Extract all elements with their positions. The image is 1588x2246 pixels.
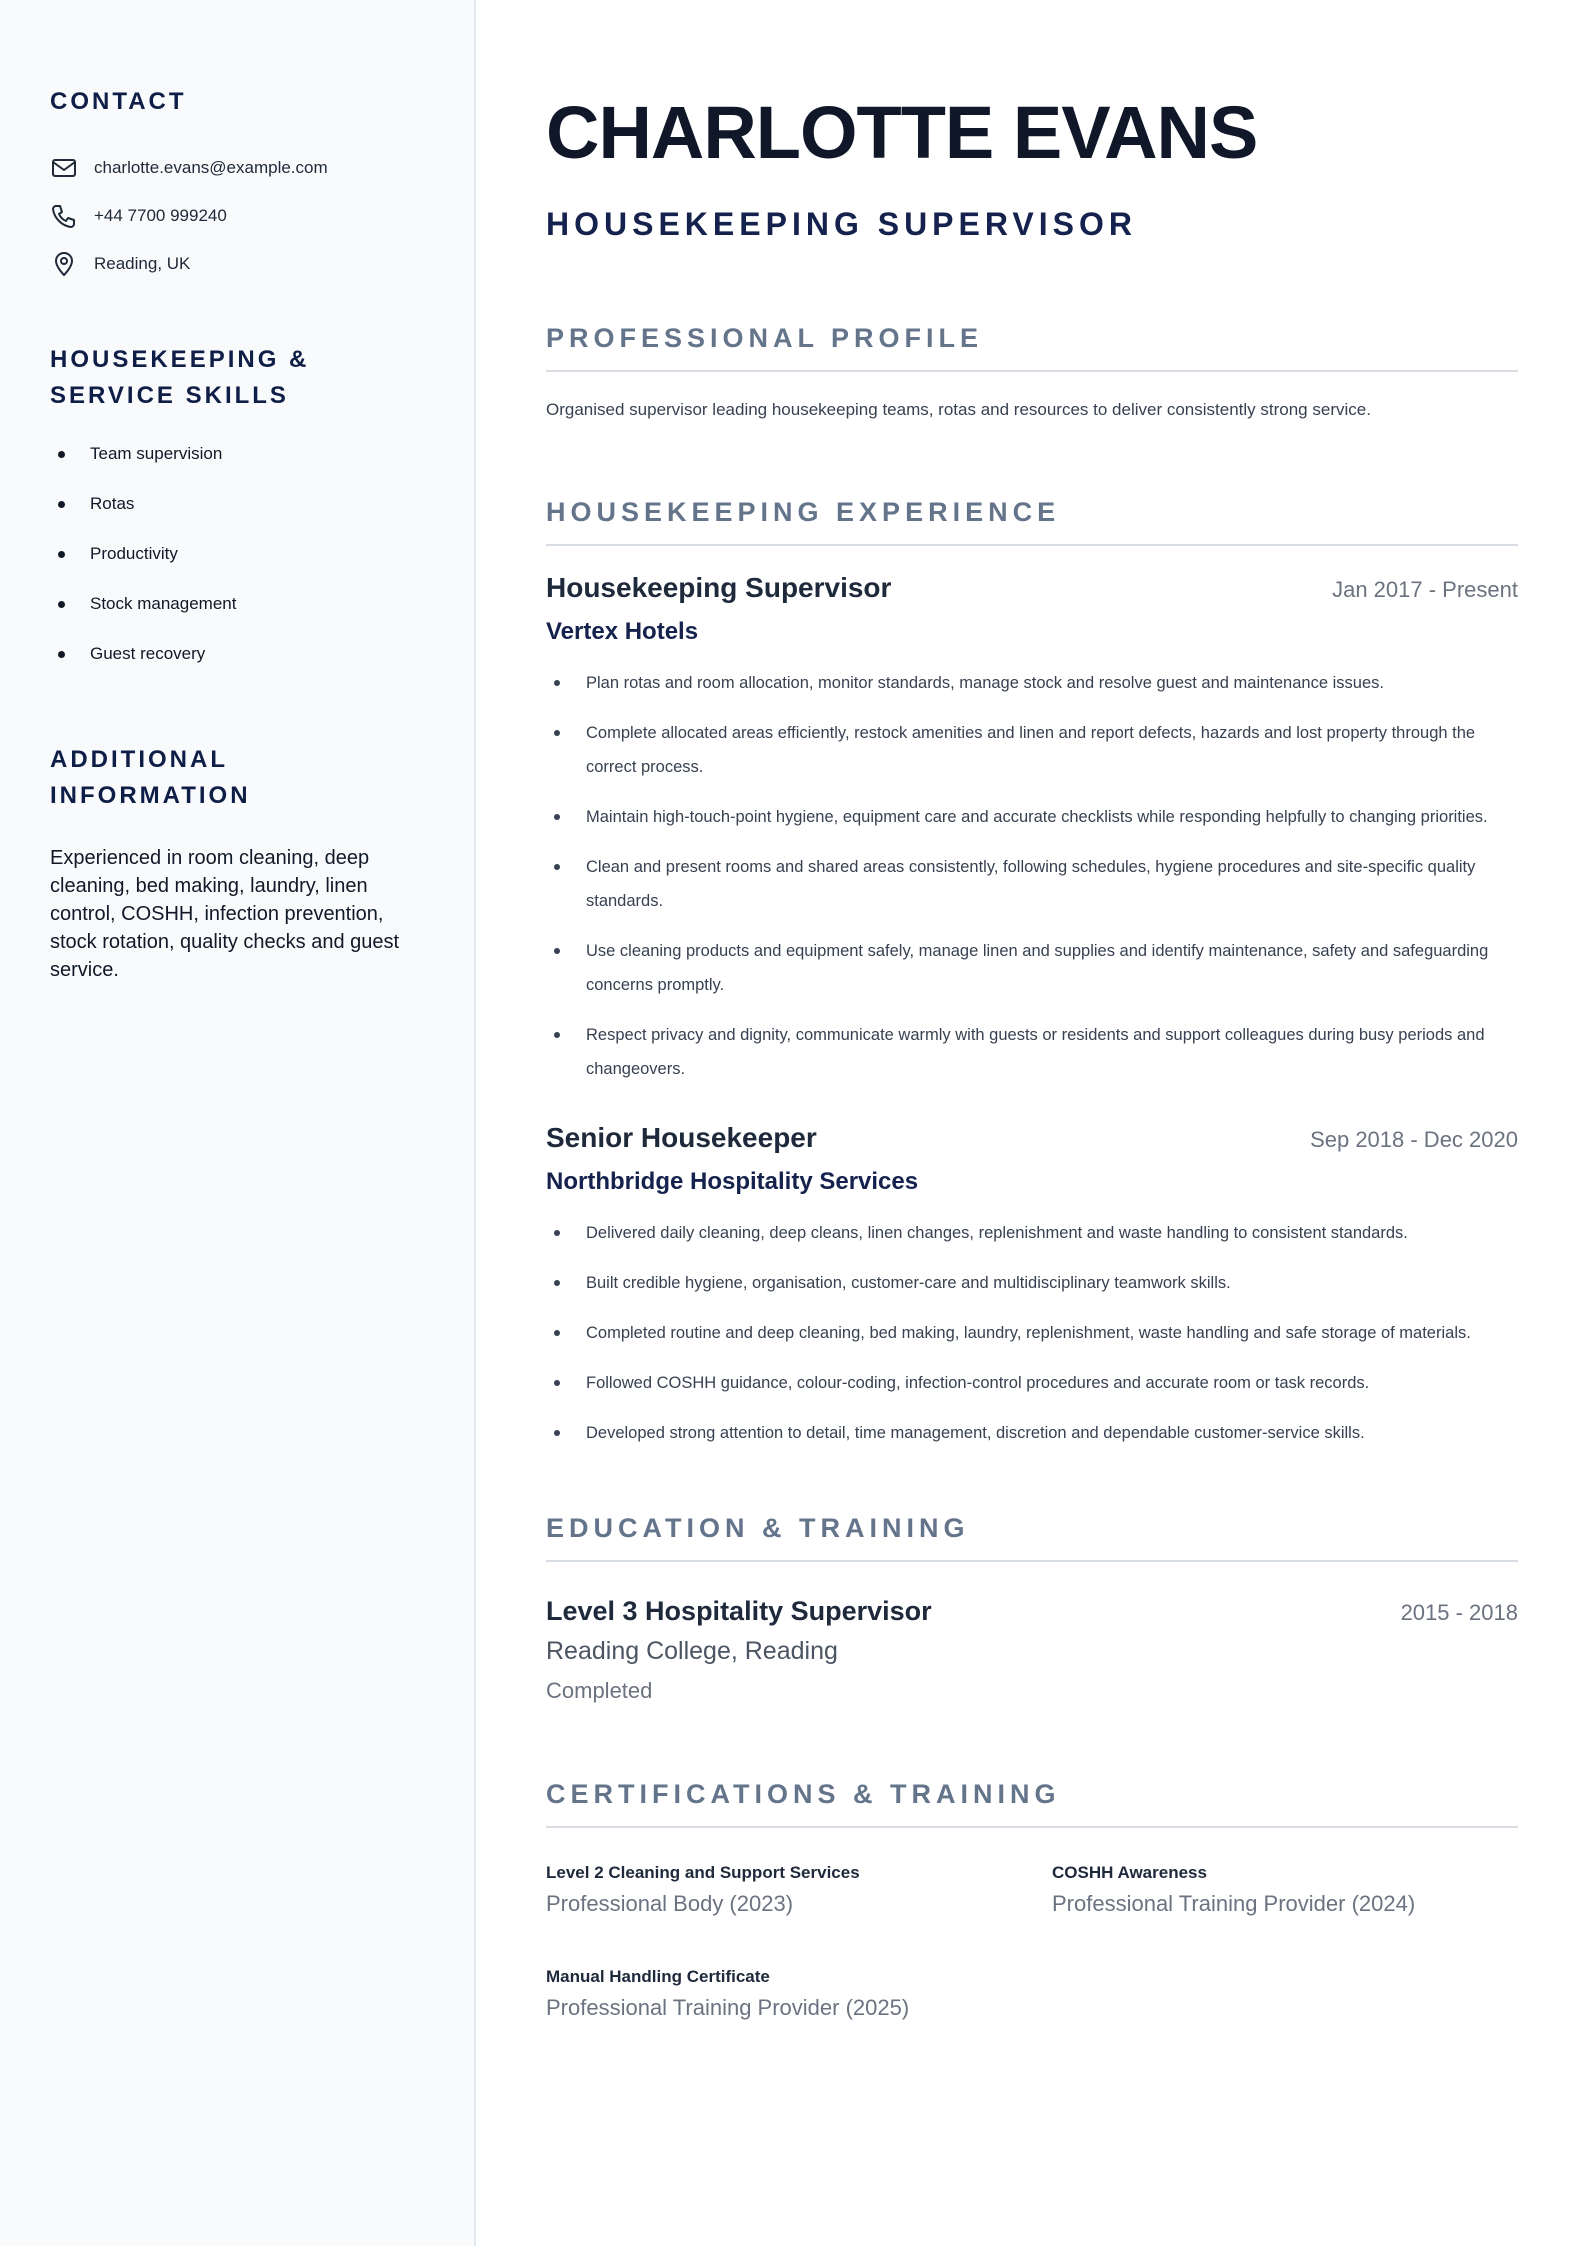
job-bullet: Clean and present rooms and shared areas consistently, following schedules, hygiene procedures and site-specific quality standards. — [546, 850, 1518, 918]
job-bullets — [546, 666, 1518, 1086]
contact-list — [50, 144, 424, 288]
experience-section — [546, 494, 1518, 1450]
job-entry — [546, 1122, 1518, 1450]
skill-item: Guest recovery — [50, 642, 424, 692]
profile-section — [546, 320, 1518, 422]
education-heading: EDUCATION & TRAINING — [546, 1510, 1518, 1562]
sidebar — [0, 0, 476, 2246]
contact-phone-row — [50, 192, 424, 240]
education-header — [546, 1596, 1518, 1627]
job-bullet: Completed routine and deep cleaning, bed making, laundry, replenishment, waste handling and safe storage of materials. — [546, 1316, 1518, 1350]
job-bullet: Plan rotas and room allocation, monitor standards, manage stock and resolve guest and maintenance issues. — [546, 666, 1518, 700]
job-title: Housekeeping Supervisor — [546, 572, 892, 603]
certification-name: COSHH Awareness — [1052, 1863, 1207, 1882]
job-bullet: Maintain high-touch-point hygiene, equipment care and accurate checklists while responding helpfully to changing priorities. — [546, 800, 1518, 834]
contact-heading: CONTACT — [50, 88, 187, 115]
certification-name: Manual Handling Certificate — [546, 1967, 770, 1986]
skill-item: Rotas — [50, 492, 424, 542]
education-school: Reading College, Reading — [546, 1637, 838, 1665]
certifications-section — [546, 1776, 1518, 2022]
job-header — [546, 1122, 1518, 1154]
job-bullet: Complete allocated areas efficiently, restock amenities and linen and report defects, hazards and lost property through the correct process. — [546, 716, 1518, 784]
job-bullet: Followed COSHH guidance, colour-coding, infection-control procedures and accurate room or task records. — [546, 1366, 1518, 1400]
job-bullet: Use cleaning products and equipment safely, manage linen and supplies and identify maintenance, safety and safeguarding concerns promptly. — [546, 934, 1518, 1002]
phone-icon — [50, 202, 78, 230]
contact-location-row — [50, 240, 424, 288]
mail-icon — [50, 154, 78, 182]
skill-item: Productivity — [50, 542, 424, 592]
job-entry — [546, 572, 1518, 1086]
location-pin-icon — [50, 250, 78, 278]
certification-provider: Professional Body (2023) — [546, 1891, 794, 1916]
job-date: Jan 2017 - Present — [1332, 577, 1518, 602]
certification-provider: Professional Training Provider (2024) — [1052, 1891, 1416, 1916]
job-company: Vertex Hotels — [546, 618, 699, 645]
education-title: Level 3 Hospitality Supervisor — [546, 1596, 932, 1626]
profile-heading: PROFESSIONAL PROFILE — [546, 320, 1518, 372]
job-bullet: Built credible hygiene, organisation, customer-care and multidisciplinary teamwork skills. — [546, 1266, 1518, 1300]
certification-provider: Professional Training Provider (2025) — [546, 1995, 910, 2020]
skill-item: Stock management — [50, 592, 424, 642]
job-title: Senior Housekeeper — [546, 1122, 817, 1153]
certification-name: Level 2 Cleaning and Support Services — [546, 1863, 860, 1882]
job-company: Northbridge Hospitality Services — [546, 1168, 919, 1195]
job-bullet: Respect privacy and dignity, communicate warmly with guests or residents and support colleagues during busy periods and changeovers. — [546, 1018, 1518, 1086]
job-bullet: Developed strong attention to detail, time management, discretion and dependable customer-service skills. — [546, 1416, 1518, 1450]
job-bullets — [546, 1216, 1518, 1450]
certifications-grid — [546, 1862, 1518, 2022]
skills-list — [50, 442, 424, 692]
certifications-heading: CERTIFICATIONS & TRAINING — [546, 1776, 1518, 1828]
skills-heading: HOUSEKEEPING & SERVICE SKILLS — [50, 346, 310, 409]
contact-email: charlotte.evans@example.com — [94, 158, 328, 177]
additional-info-heading: ADDITIONAL INFORMATION — [50, 746, 251, 809]
education-date: 2015 - 2018 — [1400, 1600, 1518, 1625]
candidate-title: HOUSEKEEPING SUPERVISOR — [546, 206, 1137, 242]
certification-item — [1052, 1862, 1528, 1918]
certification-item — [546, 1862, 1052, 1918]
profile-text: Organised supervisor leading housekeeping teams, rotas and resources to deliver consistently strong service. — [546, 400, 1371, 419]
additional-info-text: Experienced in room cleaning, deep cleaning, bed making, laundry, linen control, COSHH, infection prevention, stock rotation, quality checks and guest service. — [50, 847, 400, 981]
education-section — [546, 1510, 1518, 1704]
certification-item — [546, 1966, 1052, 2022]
contact-phone: +44 7700 999240 — [94, 206, 227, 225]
education-entry — [546, 1596, 1518, 1704]
contact-location: Reading, UK — [94, 254, 191, 273]
education-status: Completed — [546, 1678, 653, 1703]
contact-email-row — [50, 144, 424, 192]
job-header — [546, 572, 1518, 604]
skill-item: Team supervision — [50, 442, 424, 492]
main-content — [476, 0, 1588, 2246]
job-bullet: Delivered daily cleaning, deep cleans, linen changes, replenishment and waste handling to consistent standards. — [546, 1216, 1518, 1250]
job-date: Sep 2018 - Dec 2020 — [1310, 1127, 1518, 1152]
candidate-name: CHARLOTTE EVANS — [546, 91, 1258, 174]
experience-heading: HOUSEKEEPING EXPERIENCE — [546, 494, 1518, 546]
